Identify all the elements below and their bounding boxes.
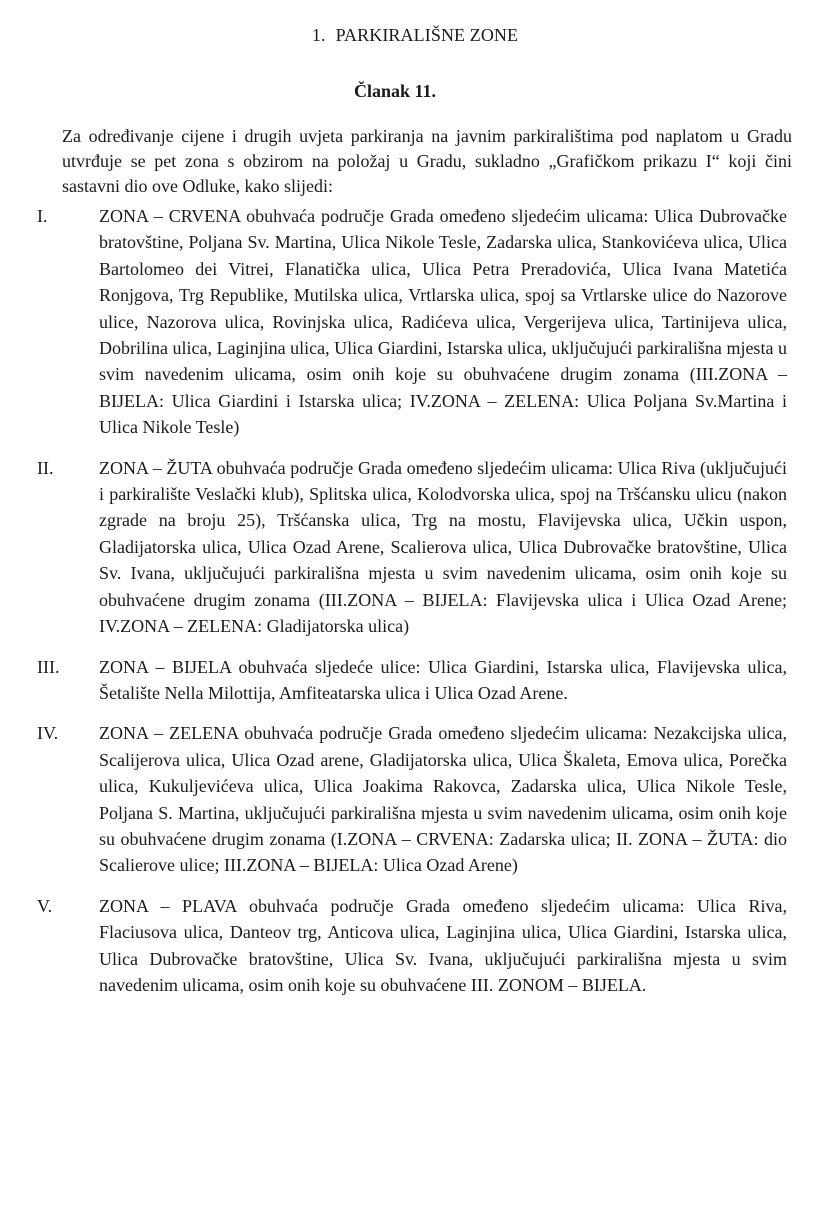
section-number: 1. (311, 25, 326, 45)
zone-description: ZONA – ZELENA obuhvaća područje Grada omeđeno sljedećim ulicama: Nezakcijska ulica, Scalijerova ulica, Ulica Ozad arene, Gladijatorska ulica, Ulica Škaleta, Emova ulica, Porečka ulica, Kukuljevićeva ulica, Ulica Joakima Rakovca, Zadarska ulica, Ulica Nikole Tesle, Poljana S. Martina, uključujući parkirališna mjesta u svim navedenim ulicama, osim onih koje su obuhvaćene drugim zonama (I.ZONA – CRVENA: Zadarska ulica; II. ZONA – ŽUTA: dio Scalierove ulice; III.ZONA – BIJELA: Ulica Ozad Arene) (99, 723, 787, 876)
zone-item-1 (0, 203, 830, 441)
article-title: Članak 11. (353, 81, 437, 101)
zone-numeral: V. (37, 895, 53, 916)
zone-description: ZONA – ŽUTA obuhvaća područje Grada omeđeno sljedećim ulicama: Ulica Riva (uključujući i parkiralište Veslački klub), Splitska ulica, Kolodvorska ulica, spoj na Tršćansku ulicu (nakon zgrade na broju 25), Tršćanska ulica, Trg na mostu, Flavijevska ulica, Učkin uspon, Gladijatorska ulica, Ulica Ozad Arene, Scalierova ulica, Ulica Dubrovačke bratovštine, Ulica Sv. Ivana, uključujući parkirališna mjesta u svim navedenim ulicama, osim onih koje su obuhvaćene drugim zonama (III.ZONA – BIJELA: Flavijevska ulica i Ulica Ozad Arene; IV.ZONA – ZELENA: Gladijatorska ulica) (99, 457, 787, 637)
section-heading (0, 22, 830, 48)
zone-item-5 (0, 893, 830, 999)
zone-numeral: II. (37, 457, 54, 478)
zone-numeral: IV. (37, 723, 59, 744)
zone-item-3 (0, 654, 830, 707)
intro-text: Za određivanje cijene i drugih uvjeta parkiranja na javnim parkiralištima pod naplatom u Gradu utvrđuje se pet zona s obzirom na položaj u Gradu, sukladno „Grafičkom prikazu I“ koji čini sastavni dio ove Odluke, kako slijedi: (62, 126, 792, 196)
zone-numeral: III. (37, 656, 60, 677)
zone-item-2 (0, 455, 830, 640)
zone-description: ZONA – PLAVA obuhvaća područje Grada omeđeno sljedećim ulicama: Ulica Riva, Flaciusova ulica, Danteov trg, Anticova ulica, Laginjina ulica, Ulica Giardini, Istarska ulica, Ulica Dubrovačke bratovštine, Ulica Sv. Ivana, uključujući parkirališna mjesta u svim navedenim ulicama, osim onih koje su obuhvaćene III. ZONOM – BIJELA. (99, 895, 787, 995)
zone-numeral: I. (37, 206, 48, 226)
intro-paragraph (62, 124, 792, 199)
zone-description: ZONA – BIJELA obuhvaća sljedeće ulice: Ulica Giardini, Istarska ulica, Flavijevska ulica, Šetalište Nella Milottija, Amfiteatarska ulica i Ulica Ozad Arene. (99, 656, 787, 703)
zone-description: ZONA – CRVENA obuhvaća područje Grada omeđeno sljedećim ulicama: Ulica Dubrovačke bratovštine, Poljana Sv. Martina, Ulica Nikole Tesle, Zadarska ulica, Stankovićeva ulica, Ulica Bartolomeo dei Vitrei, Flanatička ulica, Ulica Petra Preradovića, Ulica Ivana Matetića Ronjgova, Trg Republike, Mutilska ulica, Vrtlarska ulica, spoj sa Vrtlarske ulice do Nazorove ulice, Nazorova ulica, Rovinjska ulica, Radićeva ulica, Vergerijeva ulica, Tartinijeva ulica, Dobrilina ulica, Laginjina ulica, Ulica Giardini, Istarska ulica, uključujući parkirališna mjesta u svim navedenim ulicama, osim onih koje su obuhvaćene drugim zonama (III.ZONA – BIJELA: Ulica Giardini i Istarska ulica; IV.ZONA – ZELENA: Ulica Poljana Sv.Martina i Ulica Nikole Tesle) (99, 206, 787, 438)
zone-item-4 (0, 720, 830, 878)
zone-list (0, 203, 830, 1012)
section-title: PARKIRALIŠNE ZONE (335, 25, 519, 45)
